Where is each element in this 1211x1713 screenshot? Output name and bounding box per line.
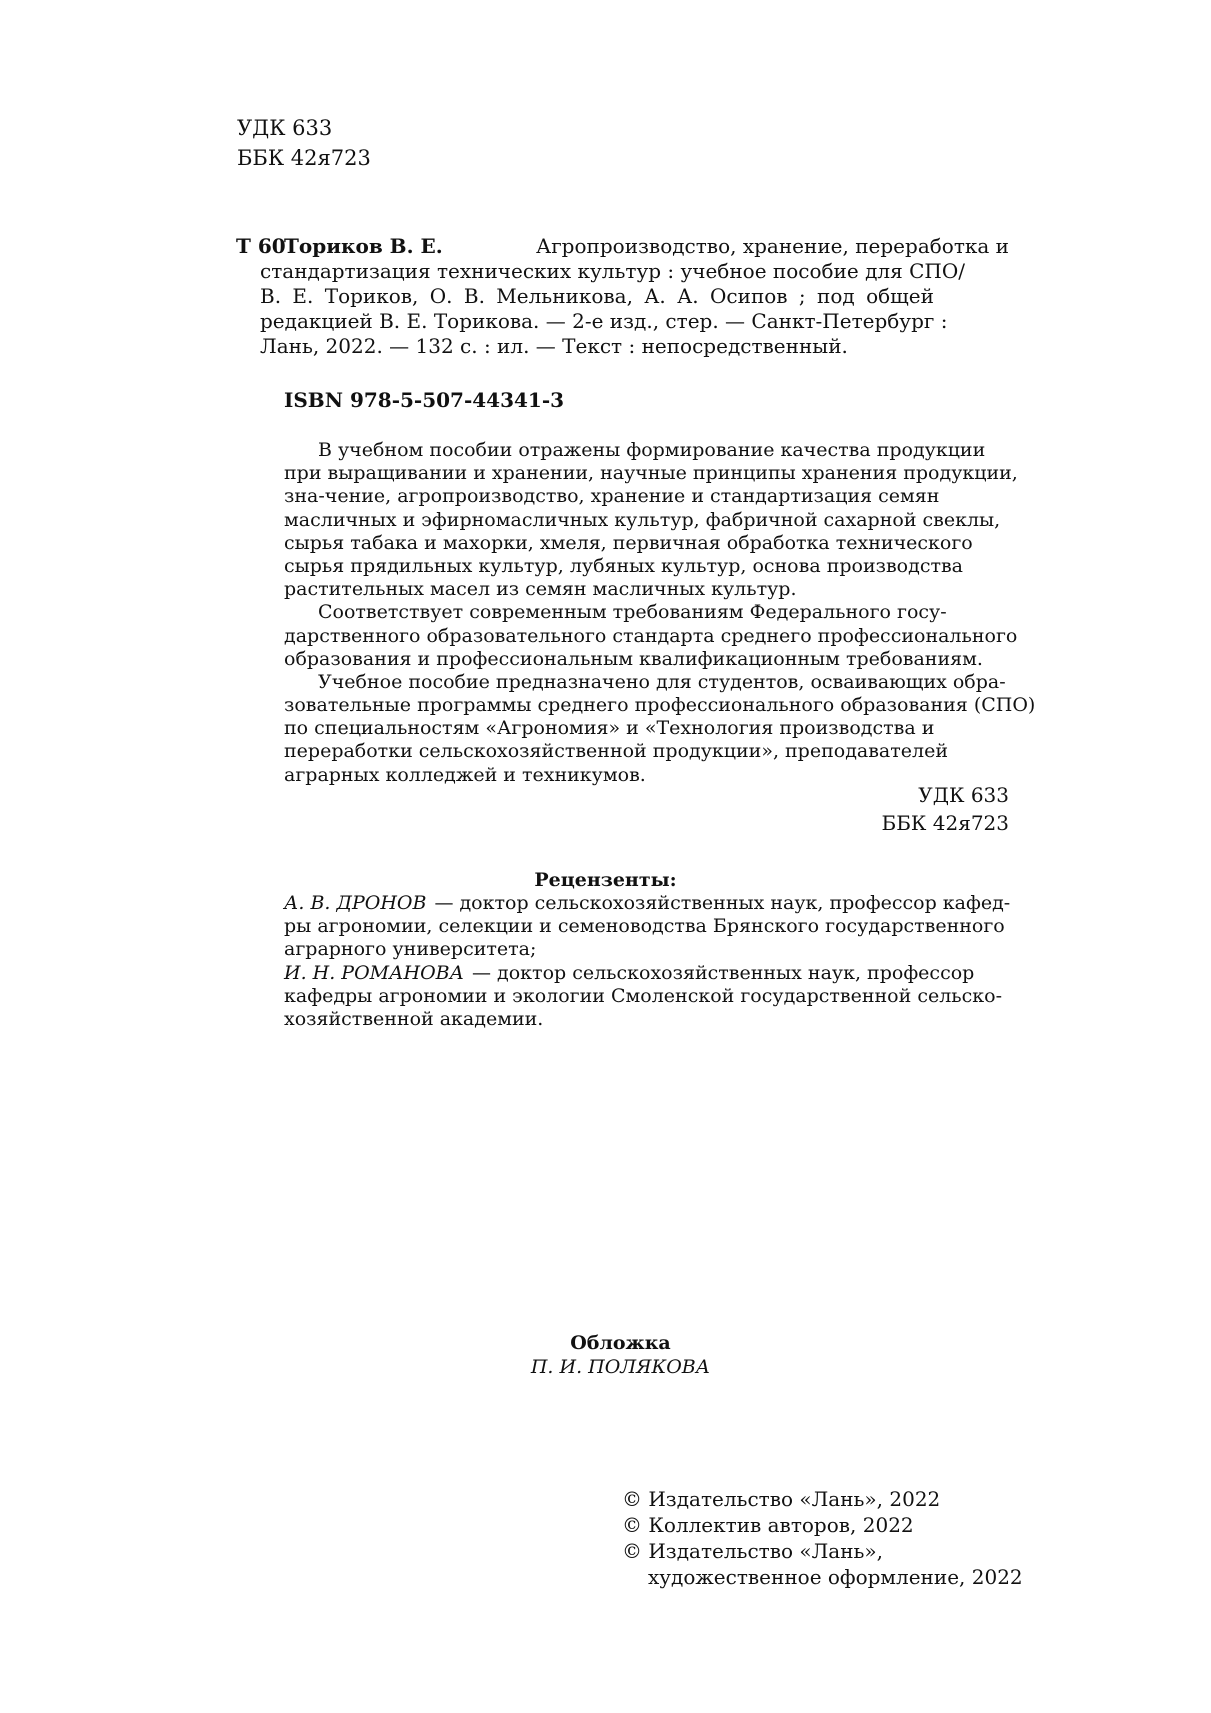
entry-line-text: Агропроизводство, хранение, переработка и — [536, 234, 1009, 258]
abstract — [284, 439, 1036, 787]
reviewer-text: — доктор сельскохозяйственных наук, профессор кафед- — [434, 892, 1011, 914]
isbn: ISBN 978-5-507-44341-3 — [284, 388, 565, 412]
udk-code: УДК 633 — [237, 116, 333, 140]
abstract-line: Соответствует современным требованиям Федерального госу- — [318, 601, 947, 624]
classification-codes-bottom — [880, 781, 1009, 837]
abstract-line: зовательные программы среднего профессионального образования (СПО) — [284, 694, 1036, 717]
reviewer-text: — доктор сельскохозяйственных наук, профессор — [472, 961, 975, 984]
udk-code: УДК 633 — [918, 783, 1009, 807]
reviewer-line — [284, 962, 1009, 985]
bbk-code: ББК 42я723 — [237, 146, 371, 170]
reviewer-line — [284, 892, 1009, 915]
abstract-line: образования и профессиональным квалификационным требованиям. — [284, 647, 983, 670]
reviewer-name: И. Н. РОМАНОВА — [284, 961, 464, 984]
entry-line — [260, 284, 1009, 309]
abstract-line: сырья табака и махорки, хмеля, первичная обработка технического — [284, 531, 973, 554]
abstract-line: сырья прядильных культур, лубяных культур, основа производства — [284, 554, 963, 577]
copyright-line: © Издательство «Лань», — [622, 1539, 884, 1563]
bbk-code: ББК 42я723 — [881, 811, 1009, 835]
abstract-line: дарственного образовательного стандарта среднего профессионального — [284, 624, 1018, 647]
entry-author: Ториков В. Е. — [284, 234, 443, 258]
author-sign: Т 60 — [236, 234, 286, 258]
reviewer-line: хозяйственной академии. — [284, 1007, 544, 1030]
abstract-line: Учебное пособие предназначено для студентов, осваивающих обра- — [318, 670, 1006, 693]
entry-line — [260, 259, 1009, 284]
reviewer-line: ры агрономии, селекции и семеноводства Брянского государственного — [284, 915, 1005, 938]
cover-credit-name: П. И. ПОЛЯКОВА — [530, 1356, 711, 1378]
abstract-line: при выращивании и хранении, научные принципы хранения продукции, — [284, 462, 1018, 485]
reviewers-title: Рецензенты: — [534, 869, 677, 891]
classification-codes-top — [237, 113, 371, 173]
reviewer-line: аграрного университета; — [284, 938, 537, 961]
entry-line-text: Лань, 2022. — 132 с. : ил. — Текст : непосредственный. — [260, 334, 848, 358]
entry-line — [260, 309, 1009, 334]
entry-line — [284, 234, 1009, 259]
entry-line — [260, 334, 1009, 359]
entry-line-text: стандартизация технических культур : учебное пособие для СПО/ — [260, 259, 965, 283]
reviewer-line: кафедры агрономии и экологии Смоленской государственной сельско- — [284, 984, 1002, 1007]
entry-line-text: редакцией В. Е. Торикова. — 2-е изд., стер. — Санкт-Петербург : — [260, 309, 948, 333]
copyright-line: художественное оформление, 2022 — [648, 1565, 1023, 1589]
reviewers-list — [284, 892, 1009, 1031]
entry-line-text: В. Е. Ториков, О. В. Мельникова, А. А. Осипов ; под общей — [260, 284, 934, 308]
copyright-line: © Издательство «Лань», 2022 — [622, 1487, 941, 1511]
abstract-line: В учебном пособии отражены формирование качества продукции — [318, 439, 986, 461]
copyright-block — [622, 1486, 1023, 1590]
abstract-line: по специальностям «Агрономия» и «Технология производства и — [284, 717, 935, 740]
abstract-line: масличных и эфирномасличных культур, фабричной сахарной свеклы, — [284, 508, 1001, 531]
abstract-line: аграрных колледжей и техникумов. — [284, 763, 646, 786]
copyright-line: © Коллектив авторов, 2022 — [622, 1513, 914, 1537]
abstract-line: растительных масел из семян масличных культур. — [284, 578, 797, 601]
cover-credit-title: Обложка — [570, 1332, 671, 1354]
abstract-line: переработки сельскохозяйственной продукции», преподавателей — [284, 740, 948, 763]
abstract-line: зна-чение, агропроизводство, хранение и стандартизация семян — [284, 485, 940, 508]
reviewer-name: А. В. ДРОНОВ — [284, 892, 427, 914]
